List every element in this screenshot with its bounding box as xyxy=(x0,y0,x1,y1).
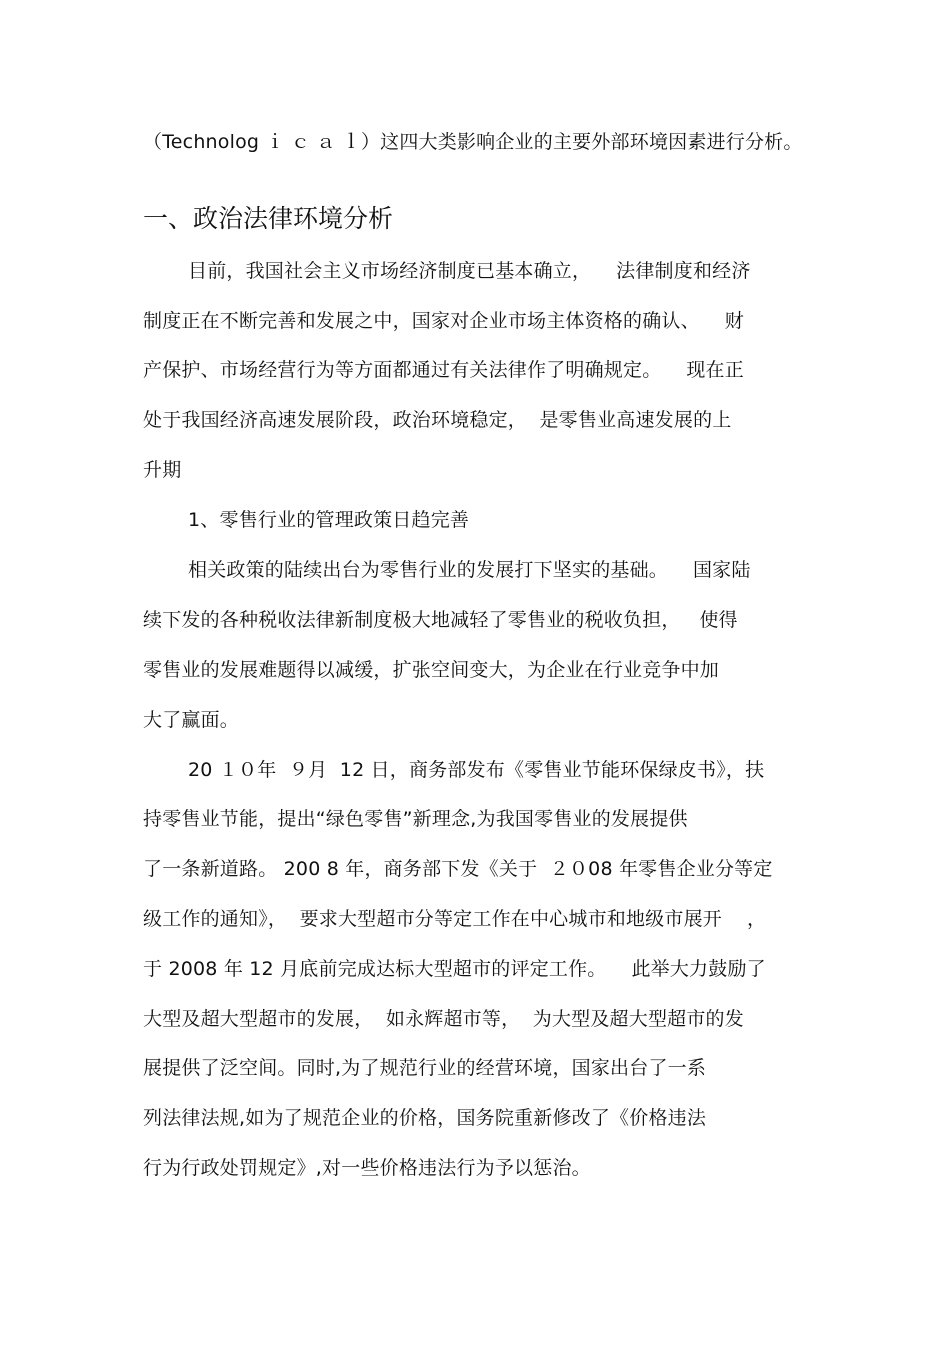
paragraph-line: 处于我国经济高速发展阶段，政治环境稳定， 是零售业高速发展的上 xyxy=(143,409,732,431)
paragraph-line: 于 2008 年 12 月底前完成达标大型超市的评定工作。 此举大力鼓励了 xyxy=(143,958,766,980)
paragraph-line: 行为行政处罚规定》,对一些价格违法行为予以惩治。 xyxy=(143,1157,591,1179)
intro-line: （Technolog ｉ ｃ ａ ｌ）这四大类影响企业的主要外部环境因素进行分析。 xyxy=(143,131,803,153)
paragraph-line: 大了赢面。 xyxy=(143,709,240,731)
paragraph-line: 制度正在不断完善和发展之中，国家对企业市场主体资格的确认、 财 xyxy=(143,310,744,332)
paragraph-line: 升期 xyxy=(143,459,182,481)
paragraph-line: 相关政策的陆续出台为零售行业的发展打下坚实的基础。 国家陆 xyxy=(188,559,751,581)
subheading: 1、零售行业的管理政策日趋完善 xyxy=(188,509,470,531)
section-heading: 一、政治法律环境分析 xyxy=(143,204,394,233)
paragraph-line: 级工作的通知》， 要求大型超市分等定工作在中心城市和地级市展开 ， xyxy=(143,908,767,930)
paragraph-line: 持零售业节能，提出“绿色零售”新理念,为我国零售业的发展提供 xyxy=(143,808,688,830)
paragraph-line: 目前，我国社会主义市场经济制度已基本确立， 法律制度和经济 xyxy=(188,260,751,282)
paragraph-line: 续下发的各种税收法律新制度极大地减轻了零售业的税收负担， 使得 xyxy=(143,609,738,631)
paragraph-line: 20 １０年 ９月 12 日，商务部发布《零售业节能环保绿皮书》，扶 xyxy=(188,759,765,781)
paragraph-line: 大型及超大型超市的发展， 如永辉超市等， 为大型及超大型超市的发 xyxy=(143,1008,744,1030)
paragraph-line: 了一条新道路。 200 8 年，商务部下发《关于 ２０08 年零售企业分等定 xyxy=(143,858,773,880)
paragraph-line: 零售业的发展难题得以减缓，扩张空间变大，为企业在行业竞争中加 xyxy=(143,659,720,681)
paragraph-line: 列法律法规,如为了规范企业的价格，国务院重新修改了《价格违法 xyxy=(143,1107,707,1129)
paragraph-line: 展提供了泛空间。同时,为了规范行业的经营环境，国家出台了一系 xyxy=(143,1057,707,1079)
paragraph-line: 产保护、市场经营行为等方面都通过有关法律作了明确规定。 现在正 xyxy=(143,359,744,381)
